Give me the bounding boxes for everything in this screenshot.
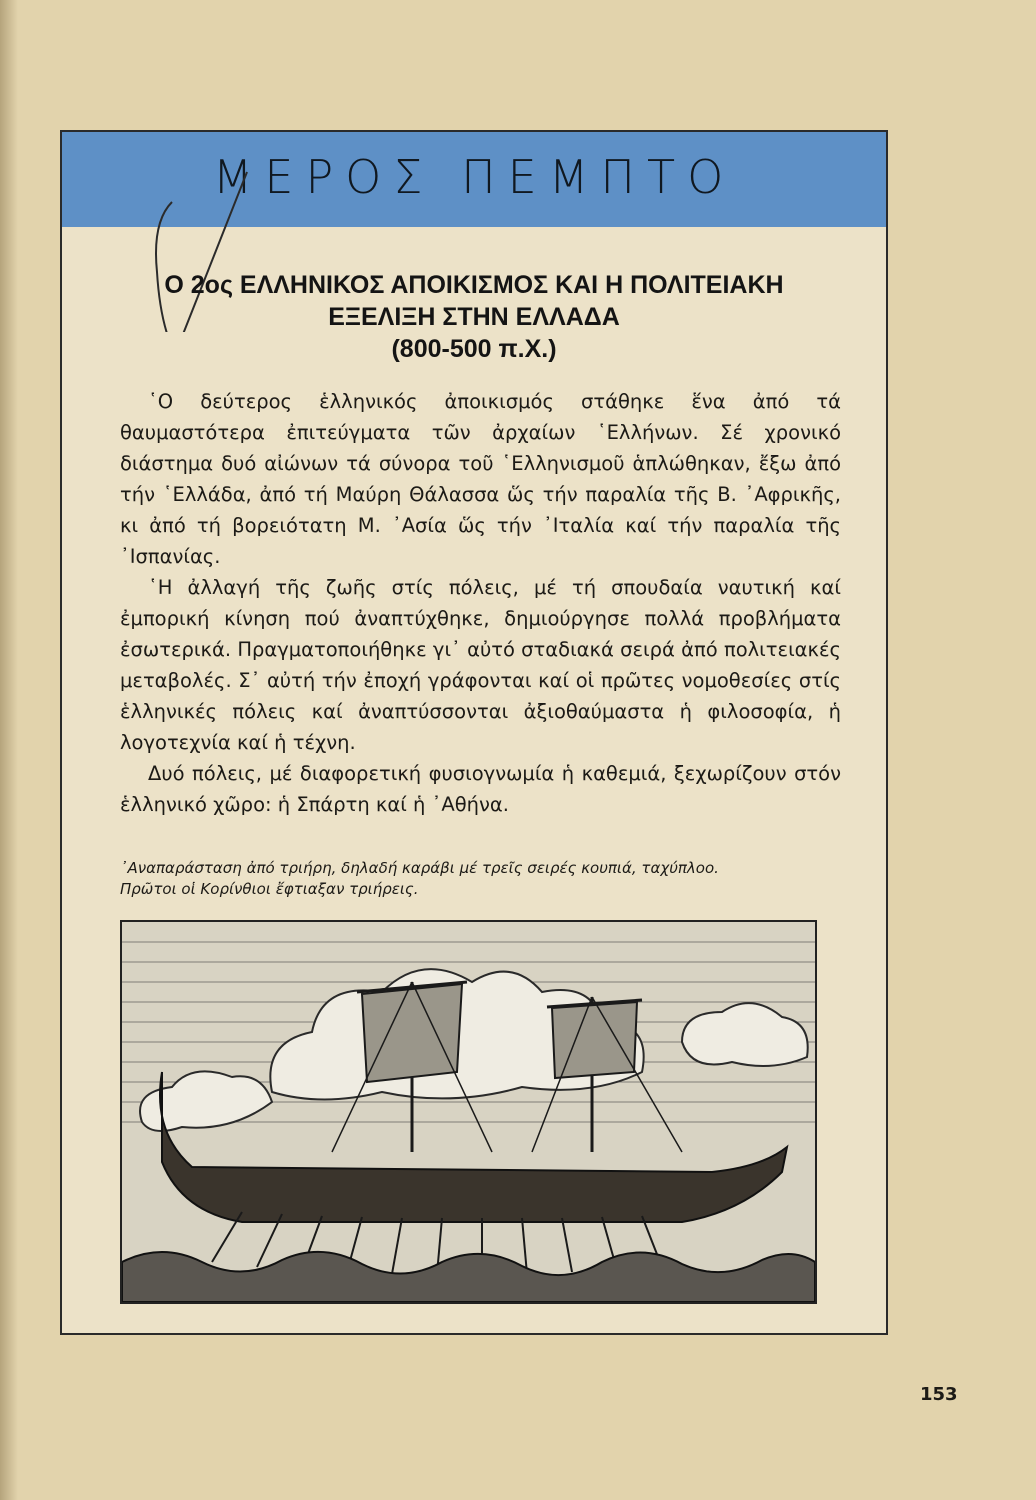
page-edge-shadow [0, 0, 18, 1500]
paragraph: ῾Ο δεύτερος ἑλληνικός ἀποικισμός στάθηκε ἕνα ἀπό τά θαυμαστότερα ἐπιτεύγματα τῶν ἀρχαίων ῾Ελλήνων. Σέ χρονικό διάστημα δυό αἰώνων τά σύνορα τοῦ ῾Ελληνισμοῦ ἁπλώθηκαν, ἔξω ἀπό τήν ῾Ελλάδα, ἀπό τή Μαύρη Θάλασσα ὥς τήν παραλία τῆς Β. ᾿Αφρικῆς, κι ἀπό τή βορειότατη Μ. ᾿Ασία ὥς τήν ᾿Ιταλία καί τήν παραλία τῆς ᾿Ισπανίας. [120, 390, 841, 568]
caption-line1: ᾿Αναπαράσταση ἀπό τριήρη, δηλαδή καράβι μέ τρεῖς σειρές κουπιά, ταχύπλοο. [120, 859, 719, 877]
chapter-title-line1: Ο 2ος ΕΛΛΗΝΙΚΟΣ ΑΠΟΙΚΙΣΜΟΣ ΚΑΙ Η ΠΟΛΙΤΕΙΑΚΗ [164, 271, 784, 299]
trireme-illustration [120, 920, 817, 1304]
paragraph: ῾Η ἀλλαγή τῆς ζωῆς στίς πόλεις, μέ τή σπουδαία ναυτική καί ἐμπορική κίνηση πού ἀναπτύχθηκε, δημιούργησε πολλά προβλήματα ἐσωτερικά. Πραγματοποιήθηκε γι᾿ αὐτό σταδιακά σειρά ἀπό πολιτειακές μεταβολές. Σ᾿ αὐτή τήν ἐποχή γράφονται καί οἱ πρῶτες νομοθεσίες στίς ἑλληνικές πόλεις καί ἀναπτύσσονται ἀξιοθαύμαστα ἡ φιλοσοφία, ἡ λογοτεχνία καί ἡ τέχνη. [120, 576, 841, 754]
body-text [120, 386, 841, 820]
part-title: ΜΕΡΟΣ ΠΕΜΠΤΟ [212, 150, 736, 204]
chapter-title [62, 269, 886, 365]
figure-caption [120, 858, 836, 900]
page-number: 153 [920, 1384, 958, 1405]
paragraph: Δυό πόλεις, μέ διαφορετική φυσιογνωμία ἡ καθεμιά, ξεχωρίζουν στόν ἑλληνικό χῶρο: ἡ Σπάρτη καί ἡ ᾿Αθήνα. [120, 762, 841, 816]
chapter-title-dates: (800-500 π.Χ.) [391, 335, 557, 363]
caption-line2: Πρῶτοι οἱ Κορίνθιοι ἔφτιαξαν τριήρεις. [120, 880, 419, 898]
chapter-frame [60, 130, 888, 1335]
chapter-title-line2: ΕΞΕΛΙΞΗ ΣΤΗΝ ΕΛΛΑΔΑ [328, 303, 620, 331]
trireme-engraving-icon [122, 922, 815, 1302]
